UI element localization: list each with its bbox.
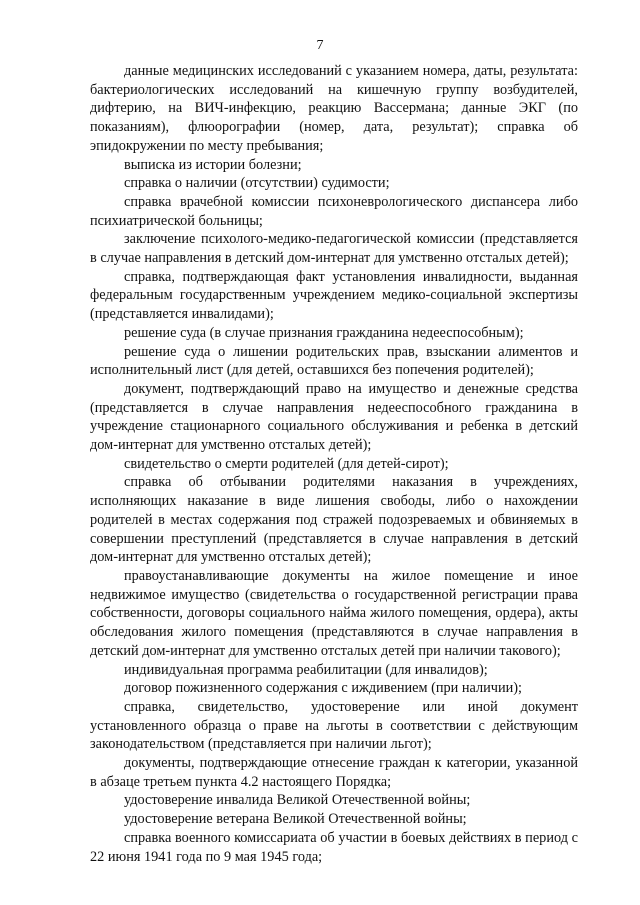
paragraph-war-invalid-certificate: удостоверение инвалида Великой Отечественной войны;: [124, 792, 471, 809]
page-number: 7: [316, 38, 324, 53]
paragraph-incapacity-court-decision: решение суда (в случае признания гражданина недееспособным);: [124, 324, 524, 341]
paragraph-medical-history-extract: выписка из истории болезни;: [124, 156, 302, 173]
paragraph-medical-tests: данные медицинских исследований с указанием номера, даты, результата: бактериологических исследований на кишечную группу возбудителей, дифтерию, на ВИЧ-инфекцию, реакцию Вассермана; данные ЭКГ (по показаниям), флюорографии (номер, дата, результат); справка об эпидокружении по месту пребывания;: [90, 63, 578, 154]
paragraph-psychiatric-commission-certificate: справка врачебной комиссии психоневрологического диспансера либо психиатрической больницы;: [90, 193, 578, 229]
paragraph-war-veteran-certificate: удостоверение ветерана Великой Отечественной войны;: [124, 811, 467, 828]
paragraph-parents-death-certificate: свидетельство о смерти родителей (для детей-сирот);: [124, 455, 449, 472]
document-body: [90, 62, 578, 866]
paragraph-military-commissariat-certificate: справка военного комиссариата об участии в боевых действиях в период с 22 июня 1941 года по 9 мая 1945 года;: [90, 829, 578, 865]
paragraph-lifetime-maintenance-contract: договор пожизненного содержания с иждивением (при наличии);: [124, 680, 523, 697]
paragraph-parental-rights-decision: решение суда о лишении родительских прав, взыскании алиментов и исполнительный лист (для детей, оставшихся без попечения родителей);: [90, 343, 578, 379]
paragraph-pmpc-conclusion: заключение психолого-медико-педагогической комиссии (представляется в случае направления в детский дом-интернат для умственно отсталых детей);: [90, 231, 578, 267]
paragraph-disability-certificate: справка, подтверждающая факт установления инвалидности, выданная федеральным государственным учреждением медико-социальной экспертизы (представляется инвалидами);: [90, 268, 578, 323]
paragraph-benefits-document: справка, свидетельство, удостоверение или иной документ установленного образца о праве на льготы в соответствии с действующим законодательством (представляется при наличии льгот);: [90, 698, 578, 753]
paragraph-property-rights-document: документ, подтверждающий право на имущество и денежные средства (представляется в случае направления недееспособного гражданина в учреждение стационарного социального обслуживания и ребенка в детский дом-интернат для умственно отсталых детей);: [90, 380, 578, 454]
paragraph-parents-imprisonment-certificate: справка об отбывании родителями наказания в учреждениях, исполняющих наказание в виде лишения свободы, либо о нахождении родителей в местах содержания под стражей подозреваемых и обвиняемых в совершении преступлений (представляется в случае направления в детский дом-интернат для умственно отсталых детей);: [90, 474, 578, 566]
paragraph-title-documents: правоустанавливающие документы на жилое помещение и иное недвижимое имущество (свидетельства о государственной регистрации права собственности, договоры социального найма жилого помещения, ордера), акты обследования жилого помещения (представляются в случае направления в детский дом-интернат для умственно отсталых детей при наличии такового);: [90, 567, 578, 659]
paragraph-category-documents: документы, подтверждающие отнесение граждан к категории, указанной в абзаце третьем пункта 4.2 настоящего Порядка;: [90, 755, 578, 790]
paragraph-rehabilitation-program: индивидуальная программа реабилитации (для инвалидов);: [124, 661, 488, 678]
paragraph-criminal-record-certificate: справка о наличии (отсутствии) судимости;: [124, 175, 390, 192]
